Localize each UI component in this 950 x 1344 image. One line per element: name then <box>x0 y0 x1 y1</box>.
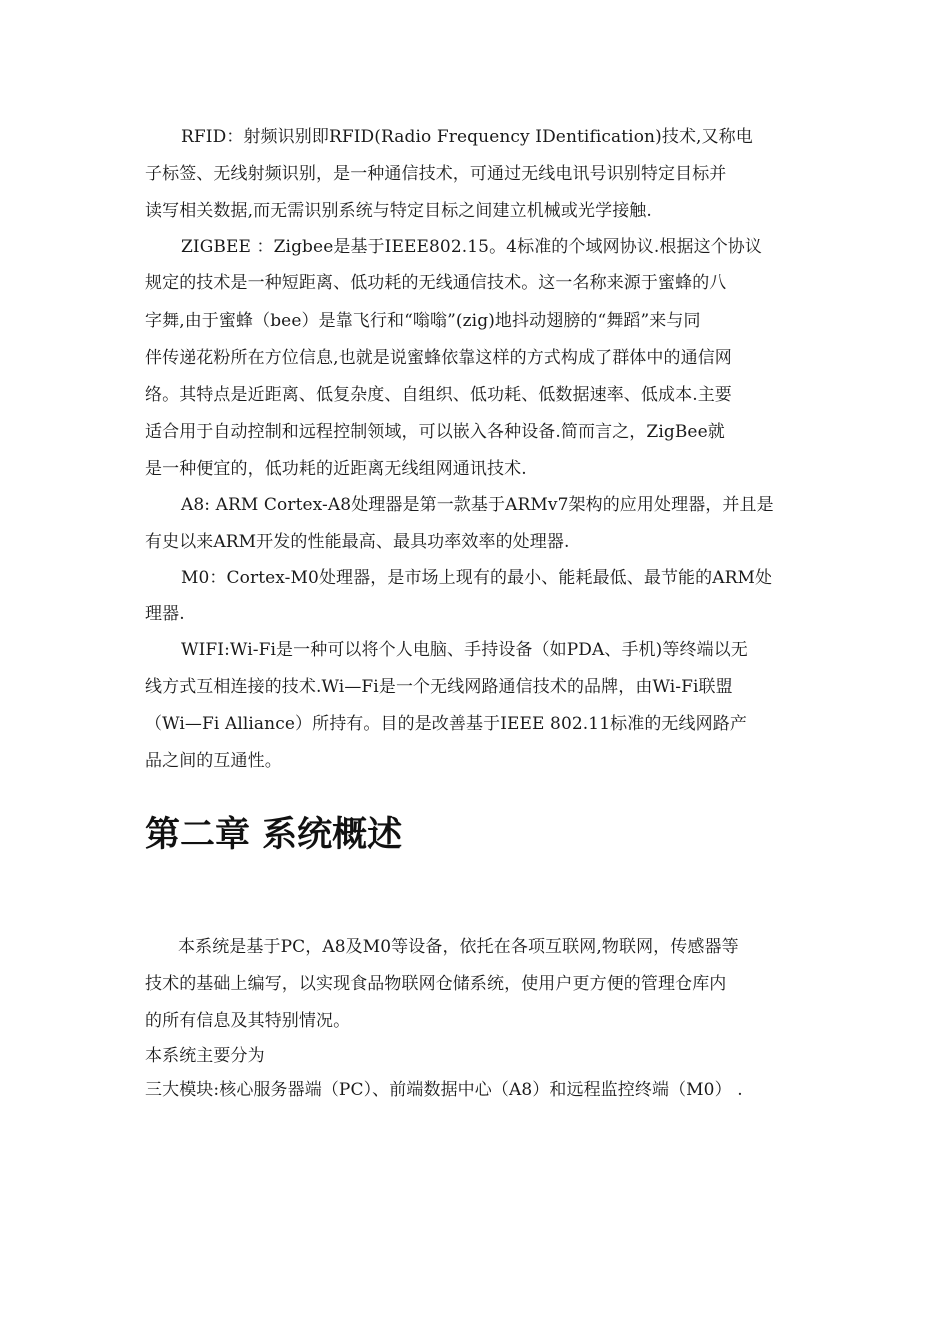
rfid-line-3: 读写相关数据,而无需识别系统与特定目标之间建立机械或光学接触. <box>145 201 652 221</box>
intro-line-2: 技术的基础上编写，以实现食品物联网仓储系统，使用户更方便的管理仓库内 <box>145 974 727 994</box>
wifi-line-4: 品之间的互通性。 <box>145 751 282 771</box>
wifi-line-2: 线方式互相连接的技术.Wi—Fi是一个无线网路通信技术的品牌，由Wi-Fi联盟 <box>145 677 733 697</box>
m0-line-1: M0：Cortex-M0处理器，是市场上现有的最小、能耗最低、最节能的ARM处 <box>181 568 773 588</box>
zigbee-line-4: 伴传递花粉所在方位信息,也就是说蜜蜂依靠这样的方式构成了群体中的通信网 <box>145 348 732 368</box>
wifi-line-1: WIFI:Wi-Fi是一种可以将个人电脑、手持设备（如PDA、手机)等终端以无 <box>181 640 748 660</box>
chapter-heading: 第二章 系统概述 <box>145 815 403 855</box>
intro-line-3: 的所有信息及其特别情况。 <box>145 1011 351 1031</box>
zigbee-line-2: 规定的技术是一种短距离、低功耗的无线通信技术。这一名称来源于蜜蜂的八 <box>145 273 727 293</box>
modules-line-1: 本系统主要分为 <box>145 1046 265 1066</box>
zigbee-line-3: 字舞,由于蜜蜂（bee）是靠飞行和“嗡嗡”(zig)地抖动翅膀的“舞蹈”来与同 <box>145 311 701 331</box>
zigbee-line-6: 适合用于自动控制和远程控制领域，可以嵌入各种设备.简而言之，ZigBee就 <box>145 422 725 442</box>
m0-line-2: 理器. <box>145 604 185 624</box>
modules-line-2: 三大模块:核心服务器端（PC）、前端数据中心（A8）和远程监控终端（M0） . <box>145 1080 743 1100</box>
intro-line-1: 本系统是基于PC，A8及M0等设备，依托在各项互联网,物联网，传感器等 <box>178 937 739 957</box>
zigbee-line-5: 络。其特点是近距离、低复杂度、自组织、低功耗、低数据速率、低成本.主要 <box>145 385 732 405</box>
a8-line-1: A8: ARM Cortex-A8处理器是第一款基于ARMv7架构的应用处理器，并且是 <box>181 495 774 515</box>
zigbee-line-1: ZIGBEE ：Zigbee是基于IEEE802.15。4标准的个域网协议.根据这个协议 <box>181 237 763 257</box>
zigbee-line-7: 是一种便宜的，低功耗的近距离无线组网通讯技术. <box>145 459 527 479</box>
rfid-line-1: RFID：射频识别即RFID(Radio Frequency IDentification)技术,又称电 <box>181 127 753 147</box>
rfid-line-2: 子标签、无线射频识别，是一种通信技术，可通过无线电讯号识别特定目标并 <box>145 164 727 184</box>
a8-line-2: 有史以来ARM开发的性能最高、最具功率效率的处理器. <box>145 532 570 552</box>
wifi-line-3: （Wi—Fi Alliance）所持有。目的是改善基于IEEE 802.11标准的无线网路产 <box>145 714 747 734</box>
